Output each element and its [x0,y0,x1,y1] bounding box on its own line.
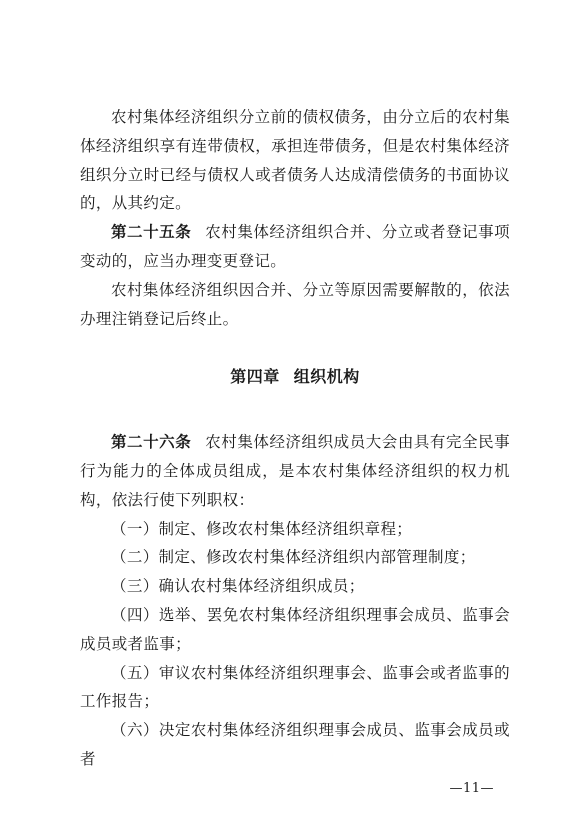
spacer [80,392,510,428]
article-25-number: 第二十五条 [111,223,192,242]
document-page [80,103,510,774]
page-number: —11— [449,781,494,796]
chapter-number: 第四章 [230,367,280,387]
list-item: （二）制定、修改农村集体经济组织内部管理制度； [111,548,476,567]
chapter-heading [80,363,510,392]
spacer [80,333,510,363]
paragraph-dissolve: 农村集体经济组织因合并、分立等原因需要解散的，依法办理注销登记后终止。 [80,280,510,328]
list-item: （五）审议农村集体经济组织理事会、监事会或者监事的工作报告； [80,663,510,711]
article-26-number: 第二十六条 [111,433,192,452]
list-item: （四）选举、罢免农村集体经济组织理事会成员、监事会成员或者监事； [80,605,510,653]
list-item: （六）决定农村集体经济组织理事会成员、监事会成员或者 [80,721,510,768]
article-25-text: 农村集体经济组织合并、分立或者登记事项变动的，应当办理变更登记。 [80,223,510,270]
article-26 [80,428,510,514]
list-item: （三）确认农村集体经济组织成员； [111,577,365,596]
article-25 [80,218,510,276]
chapter-title: 组织机构 [293,367,360,387]
paragraph-debts: 农村集体经济组织分立前的债权债务，由分立后的农村集体经济组织享有连带债权，承担连带债务，但是农村集体经济组织分立时已经与债权人或者债务人达成清偿债务的书面协议的，从其约定。 [80,108,510,213]
list-item: （一）制定、修改农村集体经济组织章程； [111,519,413,538]
article-26-text: 农村集体经济组织成员大会由具有完全民事行为能力的全体成员组成，是本农村集体经济组织的权力机构，依法行使下列职权： [80,433,510,509]
